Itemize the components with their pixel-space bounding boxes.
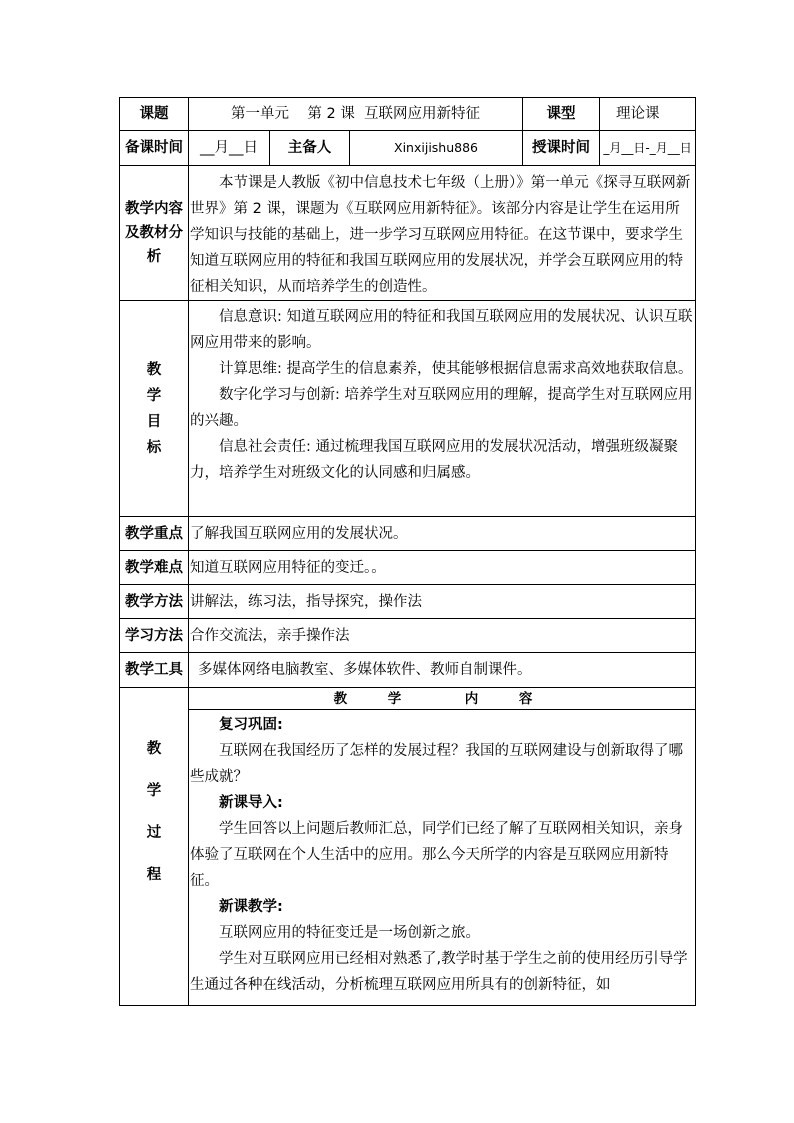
tools-label: 教学工具	[120, 653, 189, 688]
review-text: 互联网在我国经历了怎样的发展过程？我国的互联网建设与创新取得了哪些成就？	[190, 743, 683, 785]
process-label-char: 教	[146, 741, 162, 757]
prep-time-value: __月__日	[189, 131, 270, 166]
lesson-type-value: 理论课	[600, 98, 696, 131]
new-lesson-title: 新课教学:	[219, 899, 283, 915]
row-topic	[120, 98, 696, 131]
teach-method-label: 教学方法	[120, 585, 189, 619]
goal-item: 数字化学习与创新: 培养学生对互联网应用的理解，提高学生对互联网应用的兴趣。	[190, 387, 693, 429]
lesson-type-label: 课型	[523, 98, 600, 131]
process-cell	[189, 710, 696, 1006]
difficulty-label: 教学难点	[120, 551, 189, 585]
row-time	[120, 131, 696, 166]
process-label-char: 学	[146, 783, 162, 799]
row-process-body	[120, 710, 696, 1006]
topic-label: 课题	[120, 98, 189, 131]
goals-label-char: 教	[146, 361, 162, 378]
row-goals	[120, 301, 696, 517]
teach-method-text: 讲解法，练习法，指导探究，操作法	[189, 585, 696, 619]
new-lesson-text: 学生对互联网应用已经相对熟悉了,教学时基于学生之前的使用经历引导学生通过各种在线活动，分析梳理互联网应用所具有的创新特征，如	[190, 951, 688, 993]
analysis-cell	[189, 166, 696, 301]
difficulty-text: 知道互联网应用特征的变迁。。	[189, 551, 696, 585]
goals-label	[120, 301, 189, 517]
process-label-char: 过	[146, 825, 162, 841]
goals-label-char: 标	[146, 439, 162, 456]
new-lesson-text: 互联网应用的特征变迁是一场创新之旅。	[219, 925, 480, 941]
intro-text: 学生回答以上问题后教师汇总，同学们已经了解了互联网相关知识，亲身体验了互联网在个人生活中的应用。那么今天所学的内容是互联网应用新特征。	[190, 821, 683, 889]
analysis-text: 本节课是人教版《初中信息技术七年级（上册）》第一单元《探寻互联网新世界》第 2 课，课题为《互联网应用新特征》。该部分内容是让学生在运用所学知识与技能的基础上，进一步学习互联网应用特征。在这节课中，要求学生知道互联网应用的特征和我国互联网应用的发展状况，并学会互联网应用的特征相关知识，从而培养学生的创造性。	[190, 175, 691, 295]
goals-label-char: 目	[146, 413, 162, 430]
analysis-label: 教学内容及教材分析	[120, 166, 189, 301]
lesson-plan-table	[119, 97, 696, 1006]
goal-item: 信息社会责任: 通过梳理我国互联网应用的发展状况活动，增强班级凝聚力，培养学生对班级文化的认同感和归属感。	[190, 439, 678, 481]
preparer-value: Xinxijishu886	[350, 131, 523, 166]
row-teach-method	[120, 585, 696, 619]
topic-value: 第一单元 第 2 课 互联网应用新特征	[189, 98, 523, 131]
teach-time-value: _月__日-_月__日	[600, 131, 696, 166]
process-label-char: 程	[146, 867, 162, 883]
row-process-header	[120, 688, 696, 710]
key-point-text: 了解我国互联网应用的发展状况。	[189, 517, 696, 551]
learn-method-text: 合作交流法，亲手操作法	[189, 619, 696, 653]
row-analysis	[120, 166, 696, 301]
learn-method-label: 学习方法	[120, 619, 189, 653]
teach-time-label: 授课时间	[523, 131, 600, 166]
row-tools	[120, 653, 696, 688]
review-title: 复习巩固:	[219, 717, 283, 733]
tools-text: 多媒体网络电脑教室、多媒体软件、教师自制课件。	[189, 653, 696, 688]
goals-label-char: 学	[146, 387, 162, 404]
row-key-point	[120, 517, 696, 551]
goal-item: 信息意识: 知道互联网应用的特征和我国互联网应用的发展状况、认识互联网应用带来的影响。	[190, 309, 693, 351]
intro-title: 新课导入:	[219, 795, 283, 811]
goal-item: 计算思维: 提高学生的信息素养，使其能够根据信息需求高效地获取信息。	[219, 361, 693, 377]
key-point-label: 教学重点	[120, 517, 189, 551]
goals-cell	[189, 301, 696, 517]
row-difficulty	[120, 551, 696, 585]
row-learn-method	[120, 619, 696, 653]
preparer-label: 主备人	[270, 131, 350, 166]
process-header: 教 学 内 容	[189, 688, 696, 710]
prep-time-label: 备课时间	[120, 131, 189, 166]
process-label	[120, 688, 189, 1006]
